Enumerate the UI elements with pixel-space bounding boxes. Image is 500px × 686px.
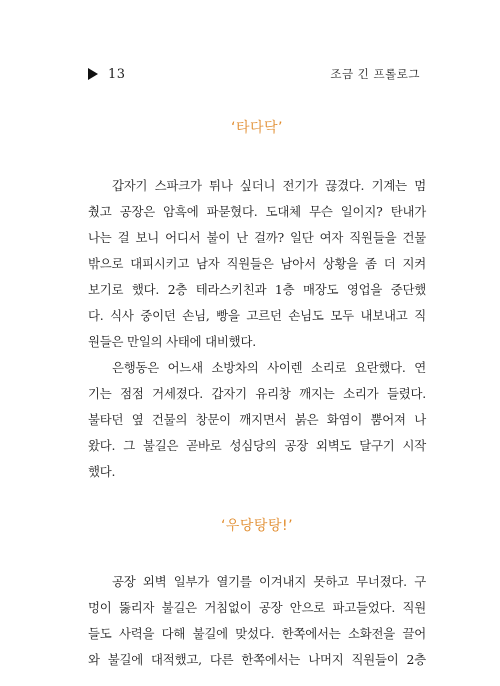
- text-line: 다. 식사 중이던 손님, 빵을 고르던 손님도 모두 내보내고 직: [88, 308, 426, 323]
- text-line: 했다.: [88, 464, 116, 479]
- text-line: 은행동은 어느새 소방차의 사이렌 소리로 요란했다. 연: [112, 360, 426, 375]
- text-line: 공장 외벽 일부가 열기를 이겨내지 못하고 무너졌다. 구: [112, 574, 426, 589]
- text-line: 췄고 공장은 암흑에 파묻혔다. 도대체 무슨 일이지? 탄내가: [88, 204, 426, 219]
- paragraph: [88, 569, 426, 673]
- sound-effect-heading: ‘타다닥’: [231, 120, 283, 136]
- page-body: [88, 115, 426, 673]
- text-line: 멍이 뚫리자 불길은 거침없이 공장 안으로 파고들었다. 직원: [88, 600, 426, 615]
- text-line: 왔다. 그 불길은 곧바로 성심당의 공장 외벽도 달구기 시작: [88, 438, 426, 453]
- text-line: 갑자기 스파크가 튀나 싶더니 전기가 끊겼다. 기계는 멈: [112, 178, 426, 193]
- text-line: 와 불길에 대적했고, 다른 한쪽에서는 나머지 직원들이 2층: [88, 652, 426, 667]
- paragraph: [88, 173, 426, 355]
- header-left: [88, 67, 126, 82]
- text-line: 들도 사력을 다해 불길에 맞섰다. 한쪽에서는 소화전을 끌어: [88, 626, 426, 641]
- sound-effect-heading: ‘우당탕탕!’: [220, 518, 294, 534]
- text-line: 밖으로 대피시키고 남자 직원들은 남아서 상황을 좀 더 지켜: [88, 256, 426, 271]
- text-line: 기는 점점 거세졌다. 갑자기 유리창 깨지는 소리가 들렸다.: [88, 386, 426, 401]
- text-line: 나는 걸 보니 어디서 불이 난 걸까? 일단 여자 직원들을 건물: [88, 230, 426, 245]
- triangle-right-icon: [88, 68, 98, 80]
- paragraph: [88, 355, 426, 485]
- page-header: [88, 64, 420, 84]
- chapter-title: 조금 긴 프롤로그: [330, 67, 420, 81]
- text-line: 원들은 만일의 사태에 대비했다.: [88, 334, 256, 349]
- text-line: 불타던 옆 건물의 창문이 깨지면서 붉은 화염이 뿜어져 나: [88, 412, 426, 427]
- page-number: 13: [108, 66, 126, 82]
- text-line: 보기로 했다. 2층 테라스키친과 1층 매장도 영업을 중단했: [88, 282, 426, 297]
